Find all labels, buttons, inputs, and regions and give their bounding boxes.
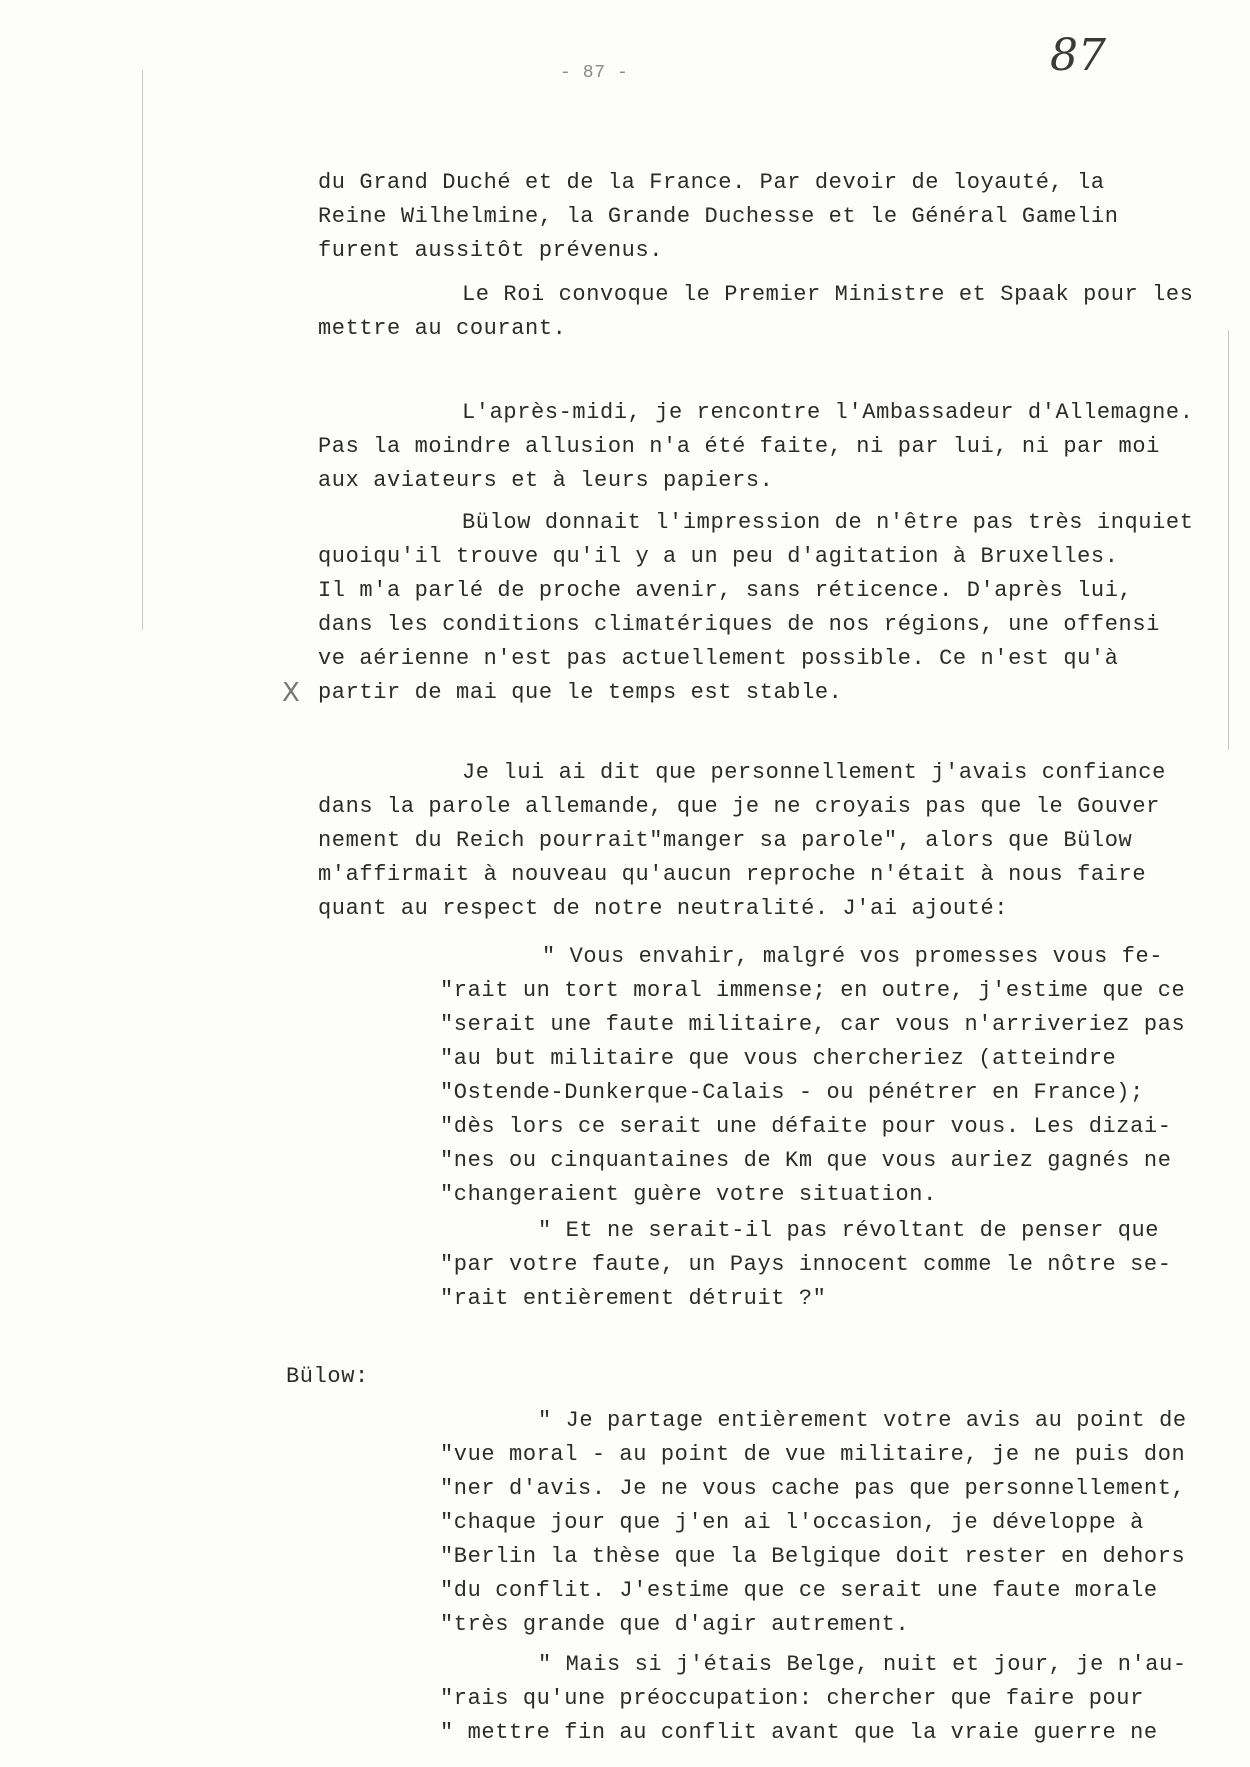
quote3-line-4: "chaque jour que j'en ai l'occasion, je développe à — [440, 1510, 1144, 1535]
quote1-line-6: "dès lors ce serait une défaite pour vous. Les dizai- — [440, 1114, 1172, 1139]
quote4-line-2: "rais qu'une préoccupation: chercher que faire pour — [440, 1686, 1144, 1711]
p5-line-4: m'affirmait à nouveau qu'aucun reproche n'était à nous faire — [318, 862, 1147, 887]
p4-line-5: ve aérienne n'est pas actuellement possible. Ce n'est qu'à — [318, 646, 1119, 671]
p3-line-3: aux aviateurs et à leurs papiers. — [318, 468, 774, 493]
p3-line-2: Pas la moindre allusion n'a été faite, ni par lui, ni par moi — [318, 434, 1160, 459]
quote2-line-2: "par votre faute, un Pays innocent comme le nôtre se- — [440, 1252, 1172, 1277]
quote1-line-8: "changeraient guère votre situation. — [440, 1182, 937, 1207]
p5-line-1: Je lui ai dit que personnellement j'avais confiance — [462, 760, 1166, 785]
p5-line-3: nement du Reich pourrait"manger sa parole", alors que Bülow — [318, 828, 1133, 853]
p2-line-1: Le Roi convoque le Premier Ministre et Spaak pour les — [462, 282, 1194, 307]
quote3-line-1: " Je partage entièrement votre avis au point de — [538, 1408, 1187, 1433]
p4-line-3: Il m'a parlé de proche avenir, sans réticence. D'après lui, — [318, 578, 1133, 603]
p1-line-2: Reine Wilhelmine, la Grande Duchesse et le Général Gamelin — [318, 204, 1119, 229]
quote1-line-3: "serait une faute militaire, car vous n'arriveriez pas — [440, 1012, 1186, 1037]
quote2-line-1: " Et ne serait-il pas révoltant de penser que — [538, 1218, 1160, 1243]
margin-x-mark: X — [282, 678, 300, 708]
quote1-line-1: " Vous envahir, malgré vos promesses vous fe- — [542, 944, 1164, 969]
right-edge-rule — [1228, 330, 1229, 750]
p4-line-1: Bülow donnait l'impression de n'être pas très inquiet — [462, 510, 1194, 535]
quote2-line-3: "rait entièrement détruit ?" — [440, 1286, 827, 1311]
quote3-line-7: "très grande que d'agir autrement. — [440, 1612, 910, 1637]
quote1-line-7: "nes ou cinquantaines de Km que vous auriez gagnés ne — [440, 1148, 1172, 1173]
p5-line-5: quant au respect de notre neutralité. J'ai ajouté: — [318, 896, 1009, 921]
quote1-line-2: "rait un tort moral immense; en outre, j'estime que ce — [440, 978, 1186, 1003]
page-marker: - 87 - — [560, 63, 629, 83]
p4-line-6: partir de mai que le temps est stable. — [318, 680, 843, 705]
p5-line-2: dans la parole allemande, que je ne croyais pas que le Gouver — [318, 794, 1160, 819]
quote4-line-3: " mettre fin au conflit avant que la vraie guerre ne — [440, 1720, 1158, 1745]
quote3-line-5: "Berlin la thèse que la Belgique doit rester en dehors — [440, 1544, 1186, 1569]
p1-line-3: furent aussitôt prévenus. — [318, 238, 664, 263]
quote3-line-2: "vue moral - au point de vue militaire, je ne puis don — [440, 1442, 1186, 1467]
left-edge-rule — [142, 70, 143, 630]
p4-line-4: dans les conditions climatériques de nos régions, une offensi — [318, 612, 1160, 637]
quote4-line-1: " Mais si j'étais Belge, nuit et jour, je n'au- — [538, 1652, 1187, 1677]
p2-line-2: mettre au courant. — [318, 316, 567, 341]
quote1-line-5: "Ostende-Dunkerque-Calais - ou pénétrer en France); — [440, 1080, 1144, 1105]
p3-line-1: L'après-midi, je rencontre l'Ambassadeur d'Allemagne. — [462, 400, 1194, 425]
quote1-line-4: "au but militaire que vous chercheriez (atteindre — [440, 1046, 1117, 1071]
quote3-line-6: "du conflit. J'estime que ce serait une faute morale — [440, 1578, 1158, 1603]
handwritten-page-number: 87 — [1050, 30, 1106, 81]
speaker-label: Bülow: — [286, 1364, 369, 1389]
p4-line-2: quoiqu'il trouve qu'il y a un peu d'agitation à Bruxelles. — [318, 544, 1119, 569]
quote3-line-3: "ner d'avis. Je ne vous cache pas que personnellement, — [440, 1476, 1186, 1501]
p1-line-1: du Grand Duché et de la France. Par devoir de loyauté, la — [318, 170, 1105, 195]
